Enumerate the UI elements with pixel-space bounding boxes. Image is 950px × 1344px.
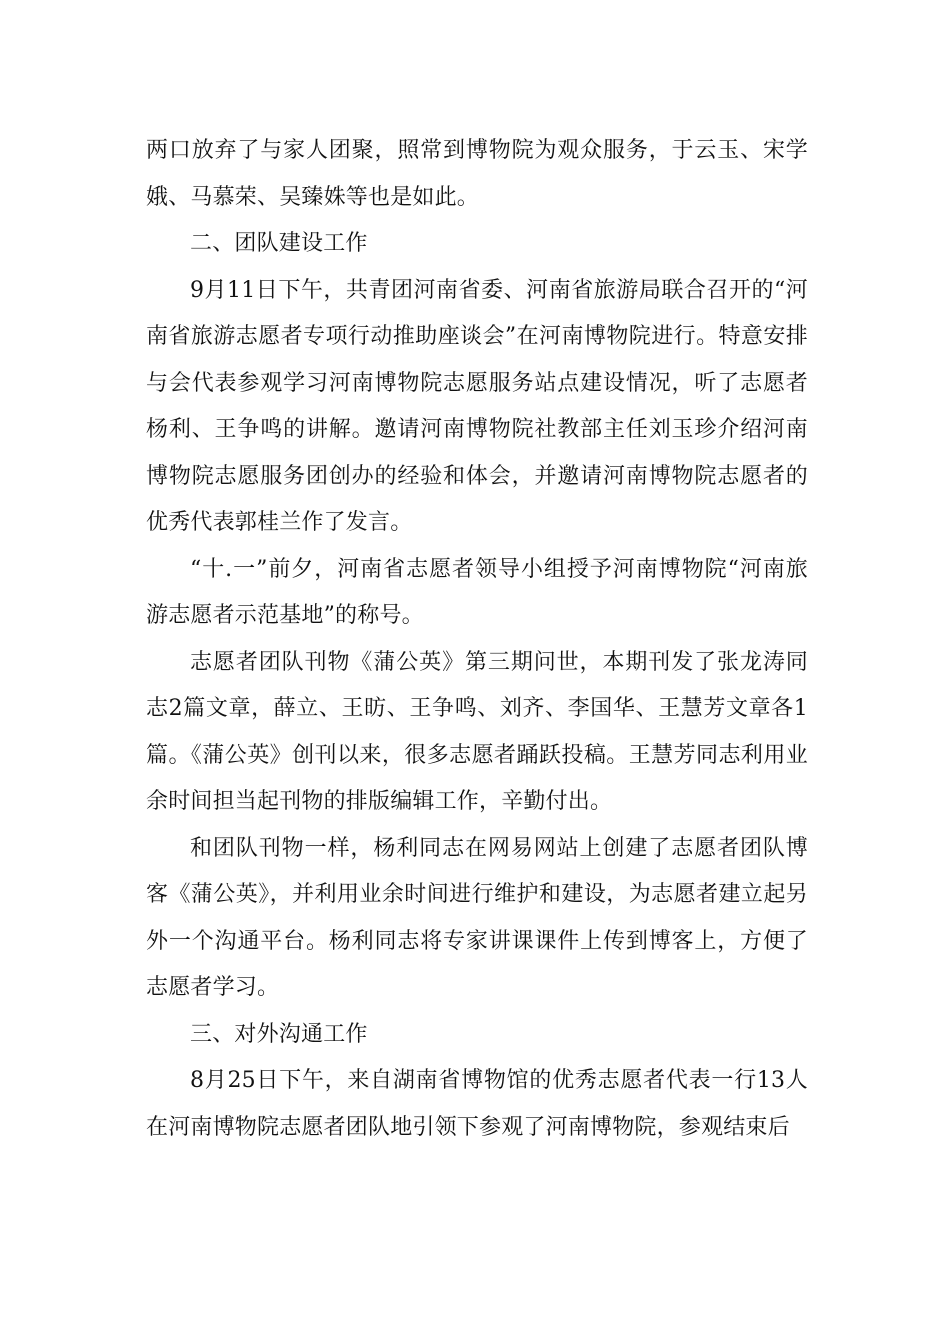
section-heading-external-communication: 三、对外沟通工作 (190, 1021, 368, 1047)
section-heading-team-building: 二、团队建设工作 (190, 231, 368, 256)
paragraph-national-day-award: “十.一”前夕，河南省志愿者领导小组授予河南博物院“河南旅游志愿者示范基地”的称号。 (146, 556, 808, 628)
paragraph-blog: 和团队刊物一样，杨利同志在网易网站上创建了志愿者团队博客《蒲公英》，并利用业余时间进行维护和建设，为志愿者建立起另外一个沟通平台。杨利同志将专家讲课课件上传到博客上，方便了志愿者学习。 (146, 835, 808, 1000)
paragraph-publication: 志愿者团队刊物《蒲公英》第三期问世，本期刊发了张龙涛同志2篇文章，薛立、王昉、王争鸣、刘齐、李国华、王慧芳文章各1篇。《蒲公英》创刊以来，很多志愿者踊跃投稿。王慧芳同志利用业余时间担当起刊物的排版编辑工作，辛勤付出。 (146, 649, 808, 814)
paragraph-symposium: 9月11日下午，共青团河南省委、河南省旅游局联合召开的“河南省旅游志愿者专项行动推助座谈会”在河南博物院进行。特意安排与会代表参观学习河南博物院志愿服务站点建设情况，听了志愿者杨利、王争鸣的讲解。邀请河南博物院社教部主任刘玉珍介绍河南博物院志愿服务团创办的经验和体会，并邀请河南博物院志愿者的优秀代表郭桂兰作了发言。 (146, 277, 808, 535)
paragraph-continuation: 两口放弃了与家人团聚，照常到博物院为观众服务，于云玉、宋学娥、马慕荣、吴臻姝等也是如此。 (146, 138, 808, 210)
document-body (146, 128, 808, 1151)
paragraph-hunan-visit: 8月25日下午，来自湖南省博物馆的优秀志愿者代表一行13人在河南博物院志愿者团队地引领下参观了河南博物院，参观结束后 (146, 1068, 808, 1140)
